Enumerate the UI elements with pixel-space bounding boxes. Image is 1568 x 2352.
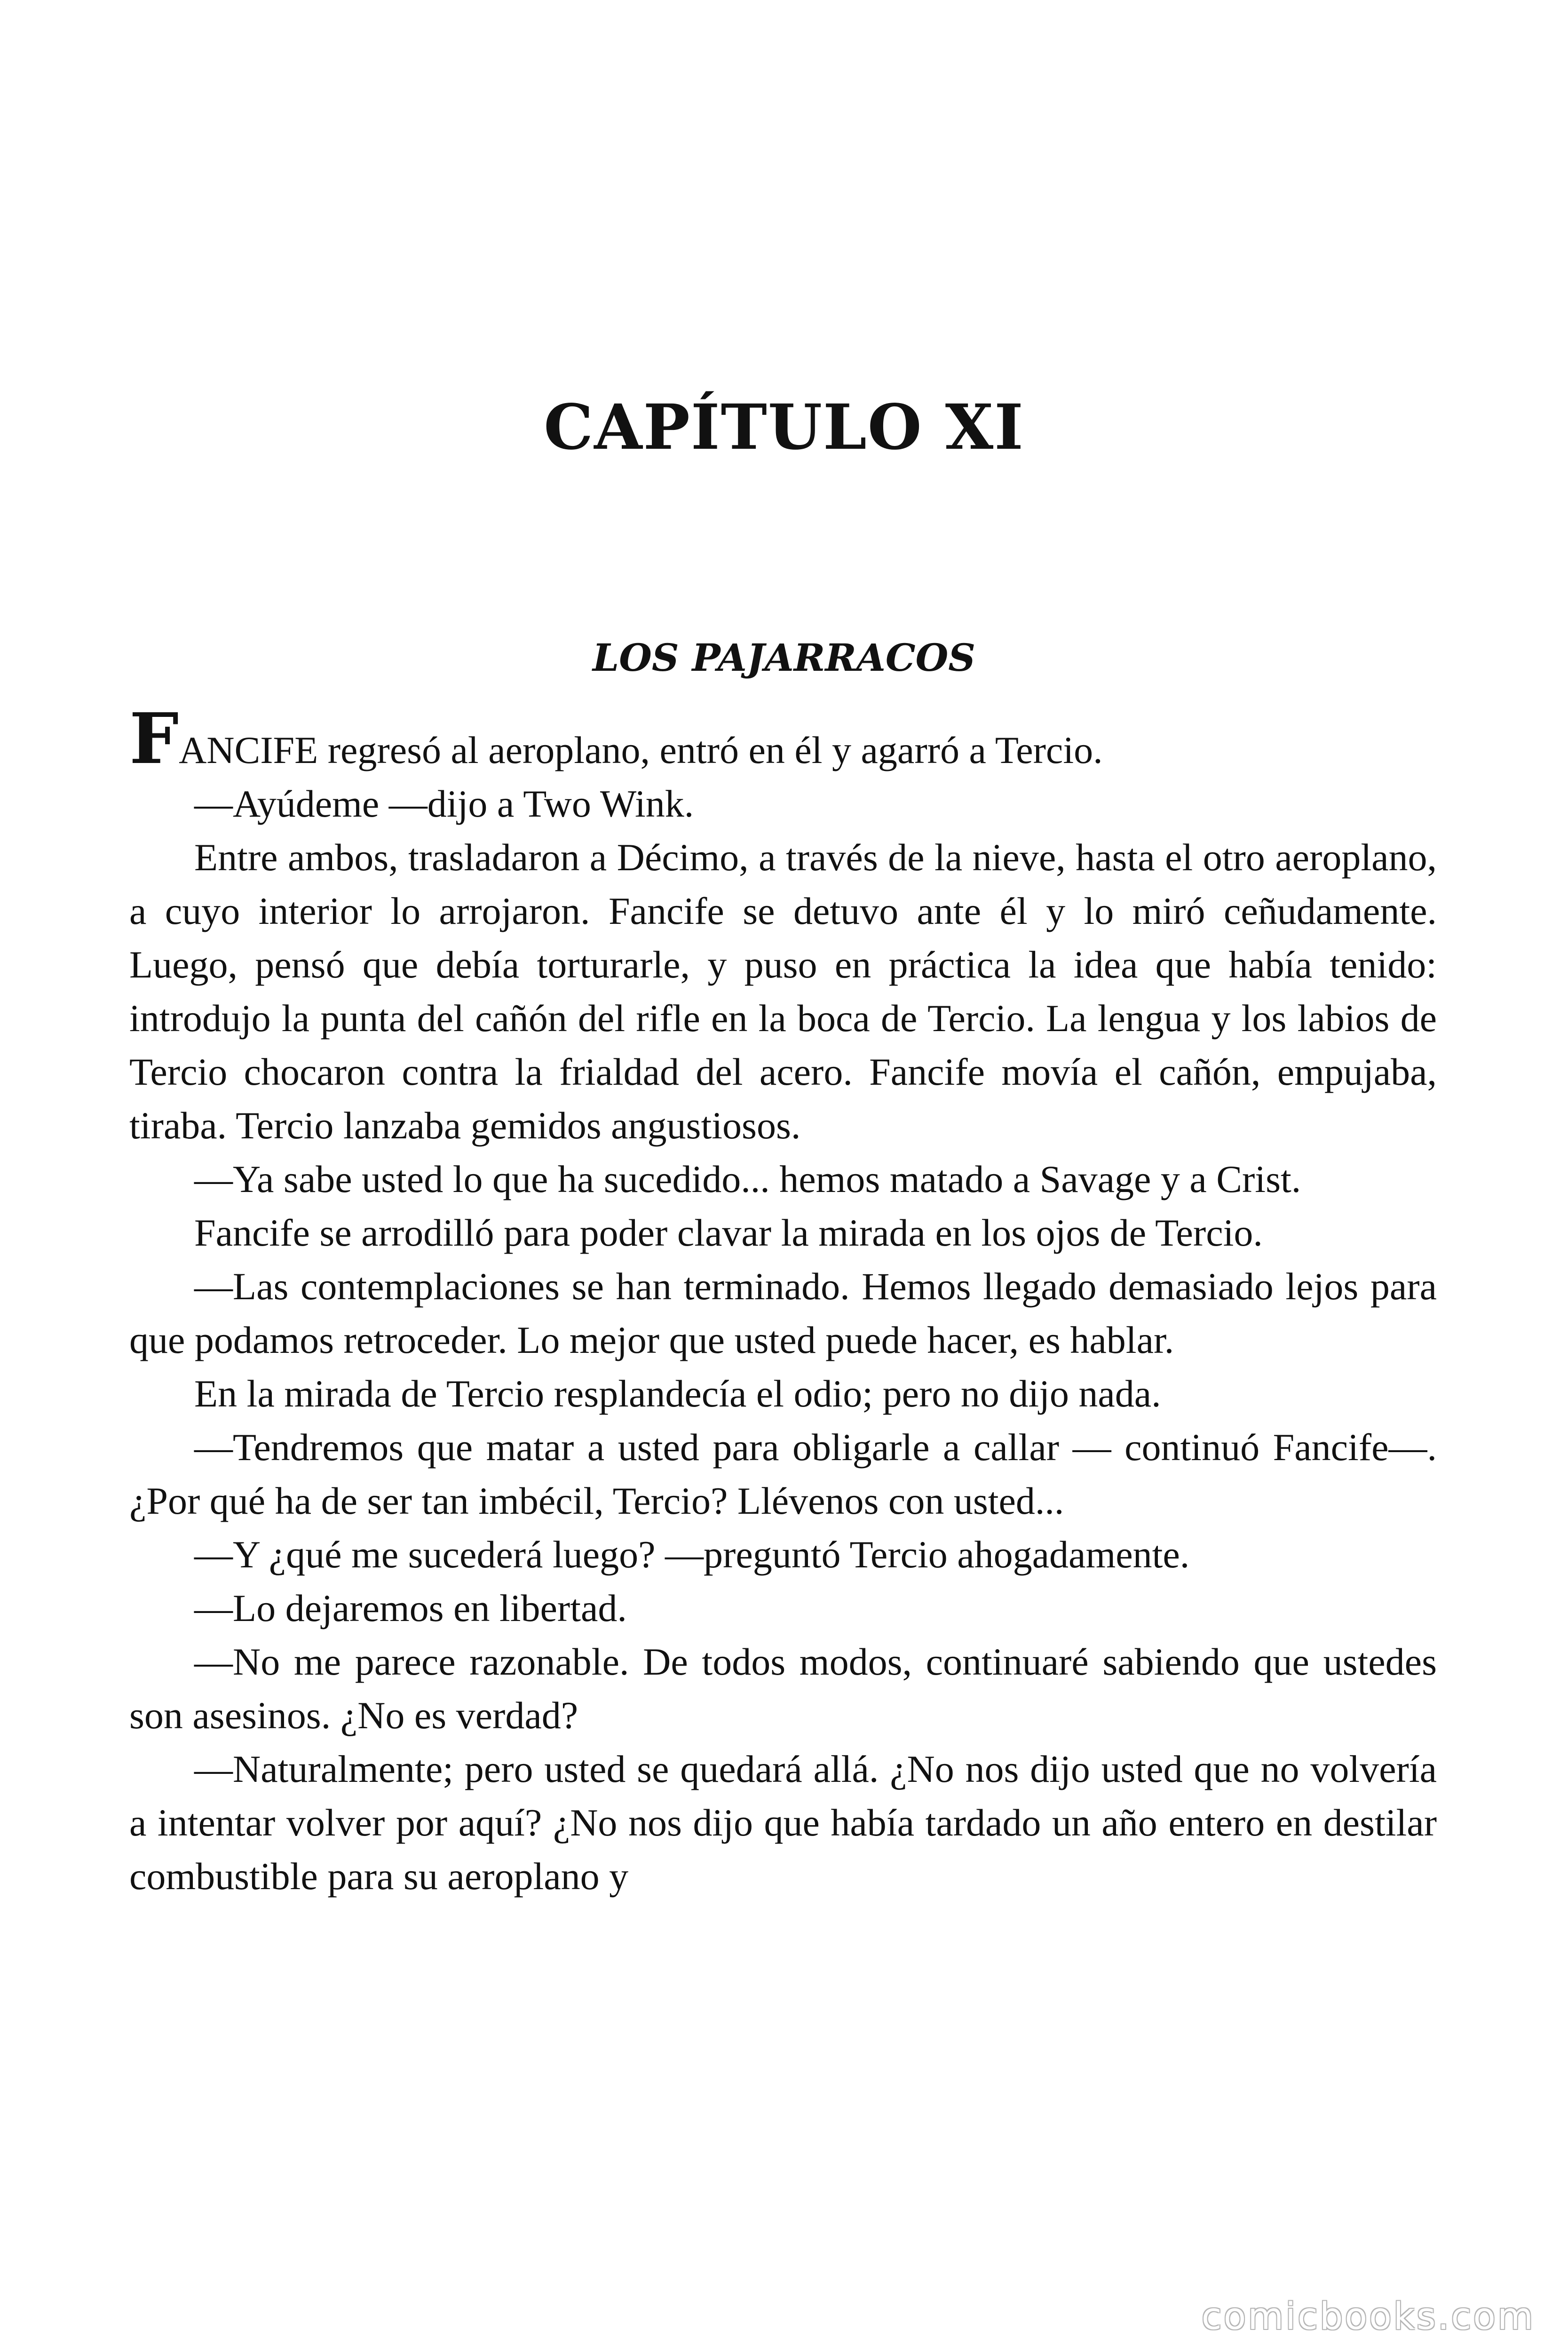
paragraph: —Ya sabe usted lo que ha sucedido... hemos matado a Savage y a Crist. xyxy=(194,1158,1301,1200)
watermark: comicbooks.com xyxy=(1201,2296,1535,2338)
paragraph-1-text: ANCIFE regresó al aeroplano, entró en él y agarró a Tercio. xyxy=(179,729,1103,771)
paragraph: —Tendremos que matar a usted para obligarle a callar — continuó Fancife—. ¿Por qué ha de ser tan imbécil, Tercio? Llévenos con usted... xyxy=(129,1426,1437,1522)
paragraph: Entre ambos, trasladaron a Décimo, a través de la nieve, hasta el otro aeroplano, a cuyo interior lo arrojaron. Fancife se detuvo ante él y lo miró ceñudamente. Luego, pensó que debía torturarle, y puso en práctica la idea que había tenido: introdujo la punta del cañón del rifle en la boca de Tercio. La lengua y los labios de Tercio chocaron contra la frialdad del acero. Fancife movía el cañón, empujaba, tiraba. Tercio lanzaba gemidos angustiosos. xyxy=(129,836,1437,1147)
chapter-subtitle: LOS PAJARRACOS xyxy=(592,636,976,680)
paragraph: —Las contemplaciones se han terminado. Hemos llegado demasiado lejos para que podamos retroceder. Lo mejor que usted puede hacer, es hablar. xyxy=(129,1265,1437,1361)
paragraph-1 xyxy=(129,698,1437,779)
chapter-title: CAPÍTULO XI xyxy=(544,391,1024,464)
paragraph: Fancife se arrodilló para poder clavar la mirada en los ojos de Tercio. xyxy=(194,1211,1263,1254)
paragraph: —Ayúdeme —dijo a Two Wink. xyxy=(194,782,694,825)
chapter-body xyxy=(129,698,1437,1903)
drop-cap: F xyxy=(129,698,179,779)
paragraph: —Lo dejaremos en libertad. xyxy=(194,1587,627,1629)
paragraph: —Naturalmente; pero usted se quedará allá. ¿No nos dijo usted que no volvería a intentar volver por aquí? ¿No nos dijo que había tardado un año entero en destilar combustible para su aeroplano y xyxy=(129,1748,1437,1898)
paragraph: —No me parece razonable. De todos modos, continuaré sabiendo que ustedes son asesinos. ¿No es verdad? xyxy=(129,1640,1437,1737)
paragraph: En la mirada de Tercio resplandecía el odio; pero no dijo nada. xyxy=(194,1372,1161,1415)
paragraph: —Y ¿qué me sucederá luego? —preguntó Tercio ahogadamente. xyxy=(194,1533,1190,1576)
